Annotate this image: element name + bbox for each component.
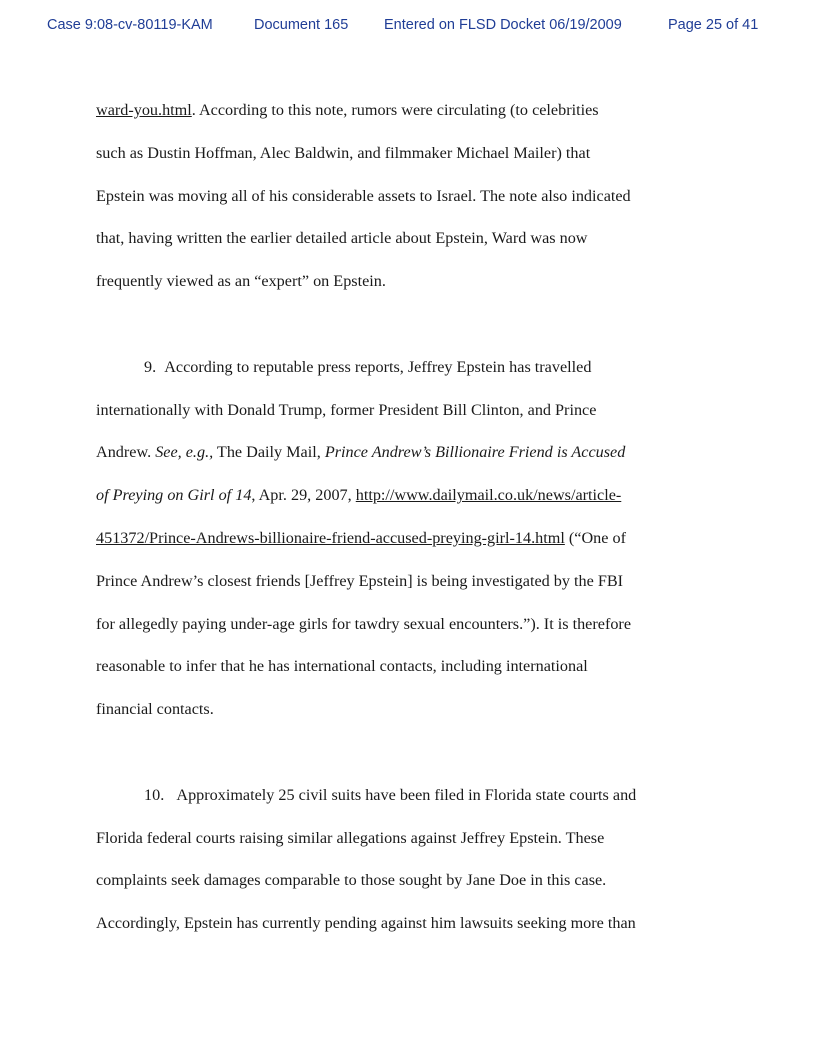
paragraph-line: that, having written the earlier detailed article about Epstein, Ward was now <box>96 229 588 248</box>
paragraph-line: Epstein was moving all of his considerable assets to Israel. The note also indicated <box>96 186 631 205</box>
paragraph-line <box>96 517 736 560</box>
article-title: Prince Andrew’s Billionaire Friend is Accused <box>324 443 626 462</box>
paragraph-line: Florida federal courts raising similar allegations against Jeffrey Epstein. These <box>96 828 605 847</box>
case-number: Case 9:08-cv-80119-KAM <box>47 17 213 33</box>
article-link[interactable]: ward-you.html <box>96 101 192 119</box>
paragraph-line <box>96 431 736 474</box>
text-run: , Apr. 29, 2007, <box>251 486 356 505</box>
text-run: The Daily Mail, <box>213 443 325 462</box>
paragraph-number: 9. <box>144 357 157 376</box>
paragraph-number: 10. <box>144 785 165 804</box>
paragraph-9-first-line <box>96 346 736 389</box>
paragraph-line: complaints seek damages comparable to those sought by Jane Doe in this case. <box>96 871 607 890</box>
paragraph-10-first-line <box>96 774 736 817</box>
text-run: According to reputable press reports, Jeffrey Epstein has travelled <box>164 357 592 376</box>
text-run: . According to this note, rumors were circulating (to celebrities <box>191 101 599 119</box>
paragraph-line: frequently viewed as an “expert” on Epstein. <box>96 272 386 291</box>
citation-signal: See, e.g., <box>155 443 214 462</box>
dailymail-link-cont[interactable]: 451372/Prince-Andrews-billionaire-friend-accused-preying-girl-14.html <box>96 528 565 547</box>
paragraph-line: internationally with Donald Trump, former President Bill Clinton, and Prince <box>96 400 597 419</box>
text-run: Andrew. <box>96 443 156 462</box>
text-run: (“One of <box>564 528 626 547</box>
dailymail-link[interactable]: http://www.dailymail.co.uk/news/article- <box>355 486 622 505</box>
article-title: of Preying on Girl of 14 <box>96 486 252 505</box>
document-body <box>96 89 736 945</box>
paragraph-line: reasonable to infer that he has international contacts, including international <box>96 657 588 676</box>
text-run: Approximately 25 civil suits have been filed in Florida state courts and <box>176 785 637 804</box>
paragraph-line: financial contacts. <box>96 700 214 719</box>
page-number: Page 25 of 41 <box>668 17 759 33</box>
paragraph-line <box>96 474 736 517</box>
paragraph-line: Accordingly, Epstein has currently pending against him lawsuits seeking more than <box>96 914 636 933</box>
paragraph-line: for allegedly paying under-age girls for tawdry sexual encounters.”). It is therefore <box>96 614 632 633</box>
paragraph-line: such as Dustin Hoffman, Alec Baldwin, and filmmaker Michael Mailer) that <box>96 143 591 162</box>
paragraph-line <box>96 89 736 132</box>
document-number: Document 165 <box>254 17 349 33</box>
paragraph-line: Prince Andrew’s closest friends [Jeffrey Epstein] is being investigated by the FBI <box>96 571 624 590</box>
docket-entry-date: Entered on FLSD Docket 06/19/2009 <box>384 17 622 33</box>
